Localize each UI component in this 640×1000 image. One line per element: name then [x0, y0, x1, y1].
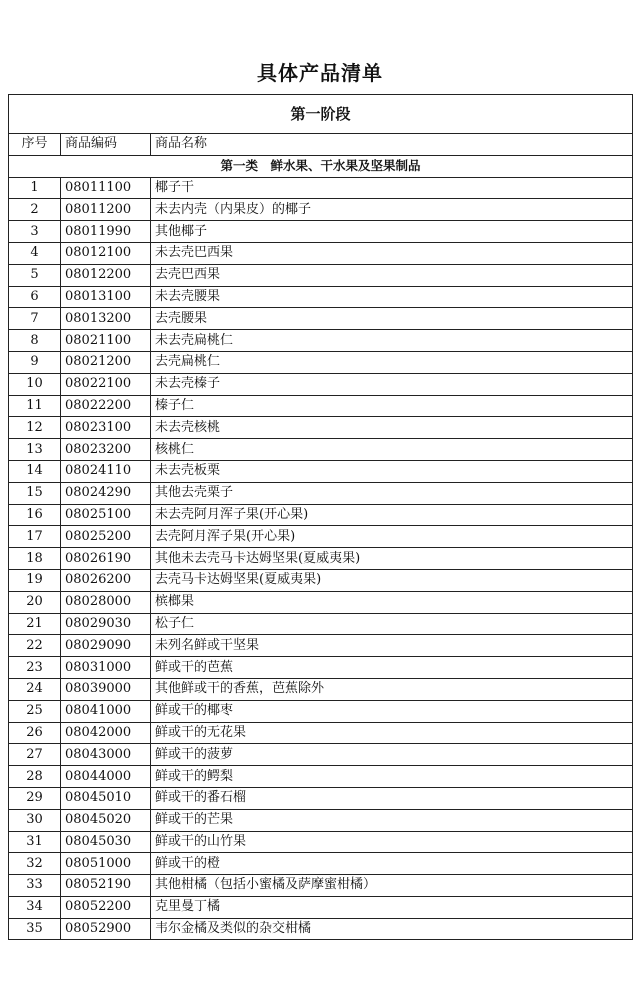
row-code: 08039000	[61, 678, 151, 700]
row-code: 08052190	[61, 875, 151, 897]
column-header-code: 商品编码	[61, 134, 151, 156]
row-seq: 30	[9, 809, 61, 831]
row-name: 鲜或干的番石榴	[151, 787, 633, 809]
table-row	[9, 700, 633, 722]
row-code: 08045030	[61, 831, 151, 853]
row-code: 08021200	[61, 351, 151, 373]
row-seq: 35	[9, 918, 61, 940]
column-header-name: 商品名称	[151, 134, 633, 156]
row-code: 08029030	[61, 613, 151, 635]
row-code: 08013100	[61, 286, 151, 308]
row-code: 08011990	[61, 221, 151, 243]
table-row	[9, 591, 633, 613]
row-code: 08023200	[61, 439, 151, 461]
table-row	[9, 199, 633, 221]
row-code: 08041000	[61, 700, 151, 722]
row-seq: 10	[9, 373, 61, 395]
row-code: 08028000	[61, 591, 151, 613]
row-code: 08011200	[61, 199, 151, 221]
row-code: 08025100	[61, 504, 151, 526]
row-seq: 24	[9, 678, 61, 700]
table-row	[9, 242, 633, 264]
row-name: 去壳阿月浑子果(开心果)	[151, 526, 633, 548]
row-name: 鲜或干的山竹果	[151, 831, 633, 853]
row-name: 未去壳巴西果	[151, 242, 633, 264]
row-seq: 34	[9, 896, 61, 918]
row-code: 08026200	[61, 569, 151, 591]
row-code: 08031000	[61, 657, 151, 679]
table-row	[9, 417, 633, 439]
row-name: 鲜或干的无花果	[151, 722, 633, 744]
row-name: 未去壳板栗	[151, 460, 633, 482]
row-code: 08045010	[61, 787, 151, 809]
row-seq: 26	[9, 722, 61, 744]
row-code: 08045020	[61, 809, 151, 831]
row-name: 未去壳核桃	[151, 417, 633, 439]
row-seq: 11	[9, 395, 61, 417]
document-title: 具体产品清单	[257, 61, 383, 85]
row-code: 08025200	[61, 526, 151, 548]
row-name: 未去壳扁桃仁	[151, 330, 633, 352]
row-name: 槟榔果	[151, 591, 633, 613]
column-header-seq: 序号	[9, 134, 61, 156]
table-row	[9, 526, 633, 548]
row-name: 鲜或干的鳄梨	[151, 766, 633, 788]
row-seq: 7	[9, 308, 61, 330]
row-name: 鲜或干的橙	[151, 853, 633, 875]
table-row	[9, 395, 633, 417]
row-name: 椰子干	[151, 177, 633, 199]
row-seq: 20	[9, 591, 61, 613]
row-code: 08024110	[61, 460, 151, 482]
row-seq: 22	[9, 635, 61, 657]
row-code: 08029090	[61, 635, 151, 657]
table-row	[9, 482, 633, 504]
row-code: 08023100	[61, 417, 151, 439]
row-code: 08011100	[61, 177, 151, 199]
category-heading: 第一类 鲜水果、干水果及坚果制品	[9, 155, 633, 177]
row-seq: 14	[9, 460, 61, 482]
stage-heading: 第一阶段	[9, 95, 633, 134]
row-seq: 19	[9, 569, 61, 591]
row-seq: 16	[9, 504, 61, 526]
row-seq: 13	[9, 439, 61, 461]
row-name: 松子仁	[151, 613, 633, 635]
row-seq: 23	[9, 657, 61, 679]
table-row	[9, 722, 633, 744]
row-name: 去壳腰果	[151, 308, 633, 330]
row-name: 未去壳腰果	[151, 286, 633, 308]
row-name: 其他鲜或干的香蕉，芭蕉除外	[151, 678, 633, 700]
table-body	[9, 155, 633, 940]
row-code: 08022100	[61, 373, 151, 395]
table-row	[9, 264, 633, 286]
row-name: 鲜或干的菠萝	[151, 744, 633, 766]
table-row	[9, 918, 633, 940]
row-code: 08042000	[61, 722, 151, 744]
row-seq: 15	[9, 482, 61, 504]
row-name: 去壳巴西果	[151, 264, 633, 286]
table-row	[9, 460, 633, 482]
row-name: 韦尔金橘及类似的杂交柑橘	[151, 918, 633, 940]
row-code: 08012100	[61, 242, 151, 264]
row-code: 08022200	[61, 395, 151, 417]
row-code: 08012200	[61, 264, 151, 286]
row-name: 未去内壳（内果皮）的椰子	[151, 199, 633, 221]
row-seq: 32	[9, 853, 61, 875]
table-row	[9, 744, 633, 766]
table-row	[9, 351, 633, 373]
row-name: 未去壳榛子	[151, 373, 633, 395]
table-row	[9, 373, 633, 395]
table-row	[9, 635, 633, 657]
table-row	[9, 657, 633, 679]
row-name: 未去壳阿月浑子果(开心果)	[151, 504, 633, 526]
table-row	[9, 678, 633, 700]
row-seq: 31	[9, 831, 61, 853]
row-name: 其他椰子	[151, 221, 633, 243]
row-seq: 12	[9, 417, 61, 439]
row-seq: 25	[9, 700, 61, 722]
row-name: 未列名鲜或干坚果	[151, 635, 633, 657]
row-seq: 1	[9, 177, 61, 199]
row-code: 08013200	[61, 308, 151, 330]
row-name: 鲜或干的椰枣	[151, 700, 633, 722]
table-row	[9, 569, 633, 591]
row-code: 08044000	[61, 766, 151, 788]
row-seq: 5	[9, 264, 61, 286]
table-row	[9, 286, 633, 308]
row-seq: 33	[9, 875, 61, 897]
row-seq: 18	[9, 548, 61, 570]
table-row	[9, 831, 633, 853]
category-row	[9, 155, 633, 177]
row-name: 其他去壳栗子	[151, 482, 633, 504]
row-seq: 28	[9, 766, 61, 788]
row-code: 08051000	[61, 853, 151, 875]
row-name: 核桃仁	[151, 439, 633, 461]
row-name: 其他柑橘（包括小蜜橘及萨摩蜜柑橘）	[151, 875, 633, 897]
table-row	[9, 330, 633, 352]
table-row	[9, 308, 633, 330]
row-seq: 2	[9, 199, 61, 221]
row-seq: 6	[9, 286, 61, 308]
row-name: 榛子仁	[151, 395, 633, 417]
row-name: 鲜或干的芒果	[151, 809, 633, 831]
row-name: 去壳扁桃仁	[151, 351, 633, 373]
row-code: 08026190	[61, 548, 151, 570]
row-code: 08024290	[61, 482, 151, 504]
row-code: 08021100	[61, 330, 151, 352]
row-name: 其他未去壳马卡达姆坚果(夏威夷果)	[151, 548, 633, 570]
table-row	[9, 613, 633, 635]
row-seq: 9	[9, 351, 61, 373]
row-seq: 17	[9, 526, 61, 548]
row-code: 08052900	[61, 918, 151, 940]
row-seq: 21	[9, 613, 61, 635]
table-row	[9, 875, 633, 897]
row-seq: 8	[9, 330, 61, 352]
row-code: 08043000	[61, 744, 151, 766]
table-row	[9, 177, 633, 199]
table-row	[9, 787, 633, 809]
row-seq: 4	[9, 242, 61, 264]
table-row	[9, 896, 633, 918]
table-row	[9, 221, 633, 243]
row-name: 克里曼丁橘	[151, 896, 633, 918]
table-row	[9, 853, 633, 875]
stage-row	[9, 95, 633, 134]
row-name: 去壳马卡达姆坚果(夏威夷果)	[151, 569, 633, 591]
row-seq: 27	[9, 744, 61, 766]
table-row	[9, 766, 633, 788]
row-seq: 3	[9, 221, 61, 243]
row-name: 鲜或干的芭蕉	[151, 657, 633, 679]
table-row	[9, 548, 633, 570]
column-header-row	[9, 134, 633, 156]
row-seq: 29	[9, 787, 61, 809]
row-code: 08052200	[61, 896, 151, 918]
table-row	[9, 439, 633, 461]
product-list-table	[8, 94, 633, 940]
table-row	[9, 504, 633, 526]
table-row	[9, 809, 633, 831]
